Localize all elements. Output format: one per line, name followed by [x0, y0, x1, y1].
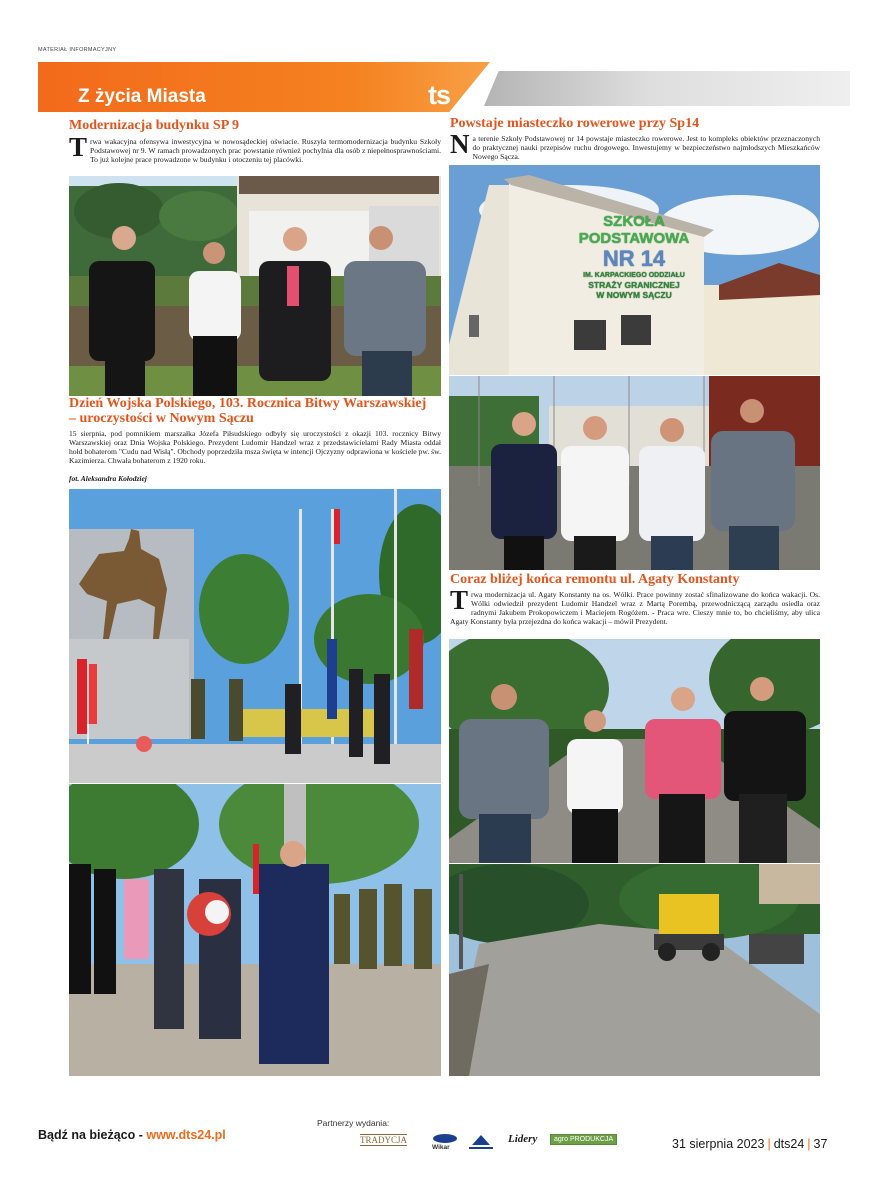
footer-website-link[interactable]: www.dts24.pl [146, 1128, 226, 1142]
banner-grey-stripe [484, 71, 850, 106]
partner-logo-wikar: Wikar [432, 1144, 450, 1151]
dropcap: N [450, 129, 470, 159]
article-sp14-text: a terenie Szkoły Podstawowej nr 14 powstaje miasteczko rowerowe. Jest to kompleks obiektów przeznaczonych do praktycznej nauki przepisów ruchu drogowego. Inwestujemy w bezpieczeństwo najmłodszych Mieszkańców Nowego Sącza. [472, 134, 820, 161]
separator: | [767, 1137, 771, 1151]
section-title: Z życia Miasta [78, 86, 206, 107]
footer-left-text: Bądź na bieżąco - [38, 1128, 147, 1142]
school-mural [559, 213, 709, 300]
article-sp9-body [69, 132, 441, 164]
mural-line-4: STRAŻY GRANICZNEJ [588, 280, 680, 290]
partners-label: Partnerzy wydania: [317, 1118, 390, 1128]
mural-line-5: W NOWYM SĄCZU [596, 290, 672, 300]
title-line-2: – uroczystości w Nowym Sączu [69, 411, 254, 426]
article-sp9-title: Modernizacja budynku SP 9 [69, 118, 239, 133]
article-sp14-title: Powstaje miasteczko rowerowe przy Sp14 [450, 116, 700, 131]
material-label: MATERIAŁ INFORMACYJNY [38, 47, 117, 53]
article-army-day-body: 15 sierpnia, pod pomnikiem marszałka Józefa Piłsudskiego odbyły się uroczystości z okazji 103. rocznicy Bitwy Warszawskiej oraz Dnia Wojska Polskiego. Prezydent Ludomir Handzel wraz z przedstawicielami Rady Miasta oddał hołd bohaterom "Cudu nad Wisłą". Obchody poprzedziła msza święta w intencji Ojczyzny odprawiona w kościele pw. św. Kazimierza. Chwała bohaterom z 1920 roku. [69, 429, 441, 465]
partner-logo-emblem [466, 1133, 496, 1151]
ts-logo: ts [428, 80, 451, 110]
partner-logo-lidery: Lidery [508, 1133, 538, 1145]
partner-logo-tradycja: TRADYCJA [360, 1135, 408, 1145]
mural-line-2: NR 14 [602, 246, 666, 271]
ford-oval-icon [433, 1134, 457, 1143]
article-agaty-text: rwa modernizacja ul. Agaty Konstanty na os. Wólki. Prace powinny zostać sfinalizowane do końca wakacji. Os. Wólki odwiedził prezydent Ludomir Handzel wraz z Martą Porembą, przewodniczącą zarządu osiedla oraz radnymi Jakubem Prokopowiczem i Maciejem Rogóżem. - Praca wre. Cieszy mnie to, bo chcieliśmy, aby ulica Agaty Konstanty była przejezdna do końca wakacji – mówił Prezydent. [450, 590, 820, 626]
footer-call-to-action [38, 1128, 226, 1142]
footer-page-info [672, 1137, 827, 1151]
photo-sp9-officials [69, 176, 441, 396]
photo-school-14-building [449, 165, 820, 375]
separator: | [807, 1137, 811, 1151]
article-army-day-title [69, 396, 443, 426]
dropcap: T [450, 585, 469, 615]
photo-sp14-officials [449, 376, 820, 570]
photo-credit: fot. Aleksandra Kołodziej [69, 474, 147, 483]
dropcap: T [69, 132, 88, 162]
photo-pilsudski-monument [69, 489, 441, 783]
photo-agaty-officials [449, 639, 820, 863]
partner-logo-agro: agro PRODUKCJA [550, 1134, 617, 1145]
photo-agaty-roadworks [449, 864, 820, 1076]
page-number: 37 [813, 1137, 828, 1151]
article-sp14-body [450, 129, 820, 161]
title-line-1: Dzień Wojska Polskiego, 103. Rocznica Bitwy Warszawskiej [69, 396, 427, 411]
article-agaty-body [450, 585, 820, 626]
mural-line-3: IM. KARPACKIEGO ODDZIAŁU [583, 272, 685, 279]
brand-name: dts24 [773, 1137, 805, 1151]
article-agaty-title: Coraz bliżej końca remontu ul. Agaty Konstanty [450, 572, 740, 587]
mural-line-1: SZKOŁA PODSTAWOWA [578, 213, 690, 247]
issue-date: 31 sierpnia 2023 [672, 1137, 765, 1151]
photo-army-day-procession [69, 784, 441, 1076]
article-sp9-text: rwa wakacyjna ofensywa inwestycyjna w nowosądeckiej oświacie. Ruszyła termomodernizacja budynku Szkoły Podstawowej nr 9. W ramach prowadzonych prac powstanie również pochylnia dla osób z niepełnosprawnościami. To już kolejne prace prowadzone w budynku i otoczeniu tej placówki. [90, 137, 441, 164]
